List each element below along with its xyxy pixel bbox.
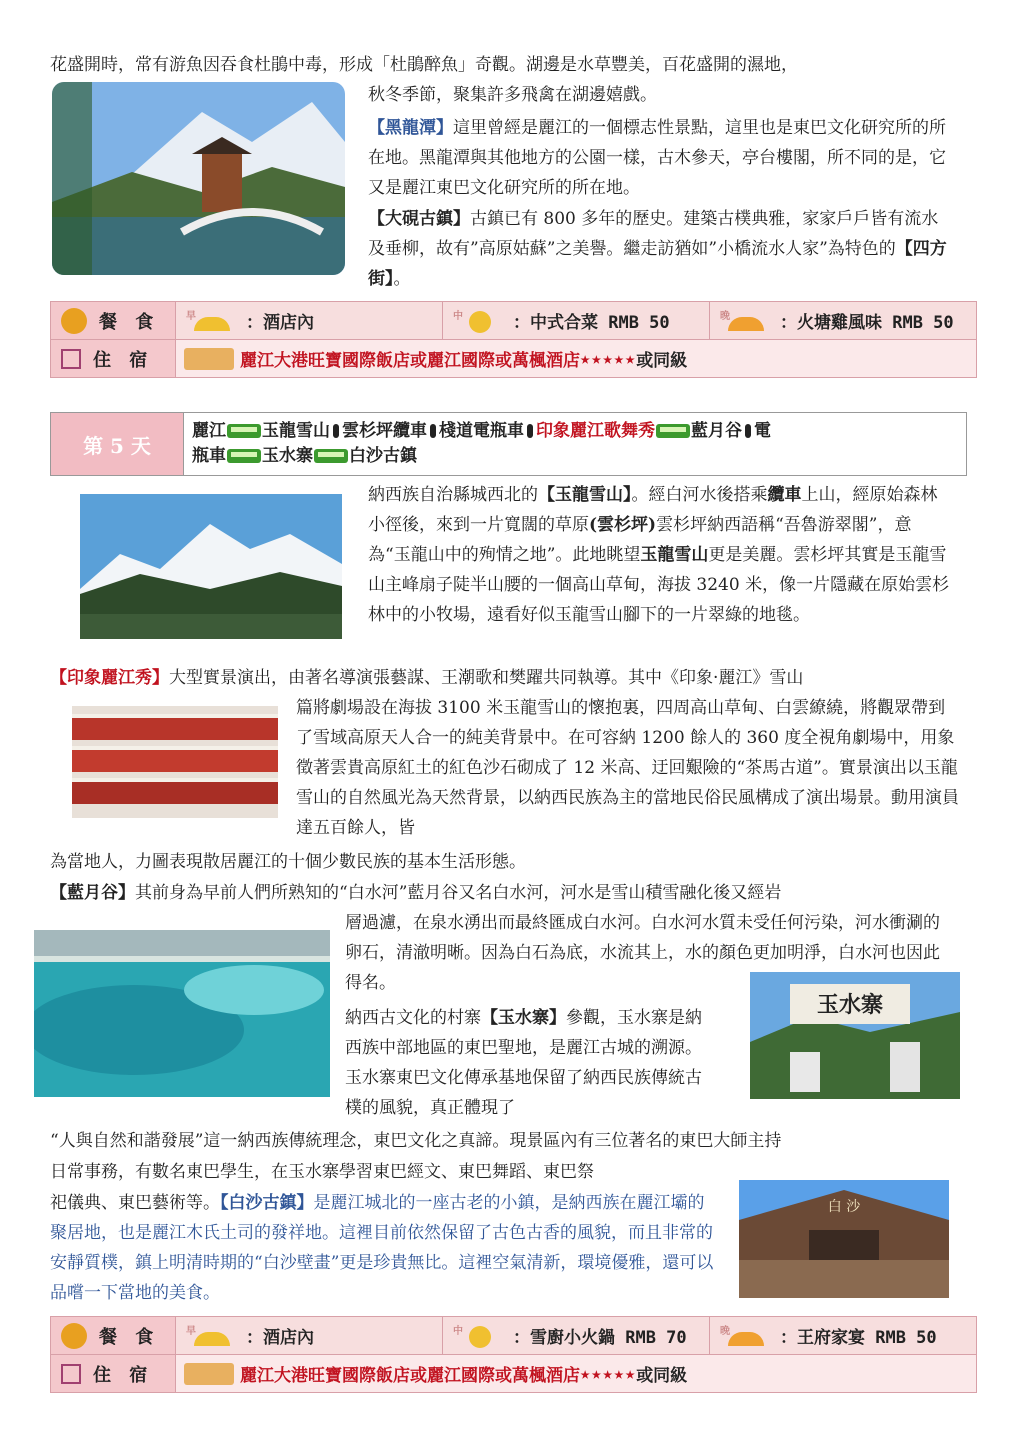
bus-icon: [314, 449, 348, 463]
impression-body: 篇將劇場設在海拔 3100 米玉龍雪山的懷抱裏，四周高山草甸、白雲繚繞，將觀眾帶到了雪域高原天人合一的純美背景中。在可容納 1200 餘人的 360 度全視角劇場中，用象徵著雲貴高原紅土的紅色沙石砌成了 12 米高、迂回艱險的“茶馬古道”。實景演出以玉龍雪山的自然風光為天然背景，以納西民族為主的當地民俗民風構成了演出場景。動用演員達五百餘人，皆: [296, 698, 959, 838]
impression-last-line: 為當地人，力圖表現散居麗江的十個少數民族的基本生活形態。: [50, 852, 526, 872]
yushui-line-a: 日常事務，有數名東巴學生，在玉水寨學習東巴經文、東巴舞蹈、東巴祭: [50, 1162, 594, 1182]
breakfast-cell: 早 ：酒店內: [176, 302, 443, 339]
noon-sun-icon: 中: [451, 1322, 507, 1350]
hotel-bed-icon: [184, 1363, 234, 1385]
stay-label: 住 宿: [51, 1355, 176, 1392]
home-icon: [61, 349, 81, 369]
sunset-icon: 晚: [718, 1322, 774, 1350]
bus-icon: [656, 424, 690, 438]
impression-show-photo: [72, 706, 278, 818]
lanyue-line-1: 【藍月谷】其前身為早前人們所熟知的“白水河”藍月谷又名白水河，河水是雪山積雪融化後又經岩: [50, 883, 782, 903]
pin-icon: [430, 424, 436, 438]
baisha-town-photo: [739, 1180, 949, 1298]
utensils-icon: [61, 308, 87, 334]
meal-label: 餐 食: [51, 302, 176, 339]
home-icon: [61, 1364, 81, 1384]
day5-label: 第 5 天: [51, 413, 184, 475]
intro-line-2: 秋冬季節，聚集許多飛禽在湖邊嬉戲。: [368, 85, 657, 105]
jade-dragon-snow-mountain-photo: [80, 494, 342, 639]
meal-row: [51, 302, 976, 340]
day5-header: [50, 412, 967, 476]
intro-line-1: 花盛開時，常有游魚因吞食杜鵑中毒，形成「杜鵑醉魚」奇觀。湖邊是水草豐美，百花盛開的濕地，: [50, 55, 798, 75]
hotel-cell: 麗江大港旺寶國際飯店或麗江國際或萬楓酒店 ★★★★★ 或同級: [176, 1355, 976, 1392]
black-dragon-pool-photo: [52, 82, 345, 275]
utensils-icon: [61, 1323, 87, 1349]
sunrise-icon: 早: [184, 1322, 240, 1350]
dayan-text: 古鎮已有 800 多年的歷史。建築古樸典雅，家家戶戶皆有流水及垂柳，故有”高原姑蘇”之美譽。繼走訪猶如”小橋流水人家”為特色的: [368, 209, 939, 259]
day5-info-table: [50, 1316, 977, 1393]
heilongtan-title: 【黑龍潭】: [368, 118, 453, 138]
baisha-paragraph: 祀儀典、東巴藝術等。【白沙古鎮】是麗江城北的一座古老的小鎮，是納西族在麗江壩的聚居地，也是麗江木氏土司的發祥地。這裡目前依然保留了古色古香的風貌，而且非常的安靜質樸，鎮上明清時期的“白沙壁畫”更是珍貴無比。這裡空氣清新，環境優雅，還可以品嚐一下當地的美食。: [50, 1193, 714, 1303]
day5-route: 麗江 玉龍雪山 雲杉坪纜車 棧道電瓶車 印象麗江歌舞秀 藍月谷 電 瓶車 玉水寨 白沙古鎮: [192, 421, 771, 466]
meal-label: 餐 食: [51, 1317, 176, 1354]
heilongtan-paragraph: [368, 113, 948, 203]
pin-icon: [745, 424, 751, 438]
dayan-title: 【大硯古鎮】: [368, 209, 470, 229]
pin-icon: [333, 424, 339, 438]
bus-icon: [227, 449, 261, 463]
lunch-cell: 中 ：中式合菜 RMB 50: [443, 302, 710, 339]
stay-label: 住 宿: [51, 340, 176, 377]
pin-icon: [527, 424, 533, 438]
blue-moon-valley-photo: [34, 930, 330, 1097]
yushui-line-full: “人與自然和諧發展”這一納西族傳統理念，東巴文化之真諦。現景區內有三位著名的東巴大師主持: [50, 1131, 782, 1151]
lanyue-body: 層過濾，在泉水湧出而最終匯成白水河。白水河水質未受任何污染，河水衝涮的卵石，清澈明晰。因為白石為底，水流其上，水的顏色更加明淨，白水河也因此得名。: [345, 913, 940, 993]
stay-row: [51, 1355, 976, 1392]
yulong-paragraph: 納西族自治縣城西北的【玉龍雪山】。經白河水後搭乘纜車上山，經原始森林小徑後，來到一片寬闊的草原(雲杉坪)雲杉坪納西語稱“吾魯游翠閣”，意為“玉龍山中的殉情之地”。此地眺望玉龍雪山更是美麗。雲杉坪其實是玉龍雪山主峰扇子陡半山腰的一個高山草甸，海拔 3240 米，像一片隱藏在原始雲杉林中的小牧場，遠看好似玉龍雪山腳下的一片翠綠的地毯。: [368, 485, 950, 625]
dinner-cell: 晚 ：火塘雞風味 RMB 50: [710, 302, 976, 339]
hotel-bed-icon: [184, 348, 234, 370]
bus-icon: [227, 424, 261, 438]
hotel-cell: 麗江大港旺寶國際飯店或麗江國際或萬楓酒店 ★★★★★ 或同級: [176, 340, 976, 377]
noon-sun-icon: 中: [451, 307, 507, 335]
sunrise-icon: 早: [184, 307, 240, 335]
sifang-street-link: 【四方街】: [368, 239, 947, 289]
dayan-end: 。: [393, 269, 411, 289]
lunch-cell: 中 ：雪廚小火鍋 RMB 70: [443, 1317, 710, 1354]
yushui-paragraph: 納西古文化的村寨【玉水寨】參觀，玉水寨是納西族中部地區的東巴聖地，是麗江古城的溯源。玉水寨東巴文化傳承基地保留了納西民族傳統古樸的風貌，真正體現了: [345, 1008, 702, 1118]
meal-row: [51, 1317, 976, 1355]
baisha-sign: 白 沙: [827, 1199, 861, 1215]
heilongtan-text: 這里曾經是麗江的一個標志性景點，這里也是東巴文化研究所的所在地。黑龍潭與其他地方的公園一樣，古木參天，亭台樓閣，所不同的是，它又是麗江東巴文化研究所的所在地。: [368, 118, 946, 198]
dayan-paragraph: [368, 204, 948, 294]
impression-line-1: 【印象麗江秀】大型實景演出，由著名導演張藝謀、王潮歌和樊躍共同執導。其中《印象·麗江》雪山: [50, 668, 804, 688]
stay-row: [51, 340, 976, 377]
yushui-sign: 玉水寨: [816, 992, 883, 1018]
yushui-village-photo: [750, 972, 960, 1099]
breakfast-cell: 早 ：酒店內: [176, 1317, 443, 1354]
dinner-cell: 晚 ：王府家宴 RMB 50: [710, 1317, 976, 1354]
sunset-icon: 晚: [718, 307, 774, 335]
day4-info-table: [50, 301, 977, 378]
